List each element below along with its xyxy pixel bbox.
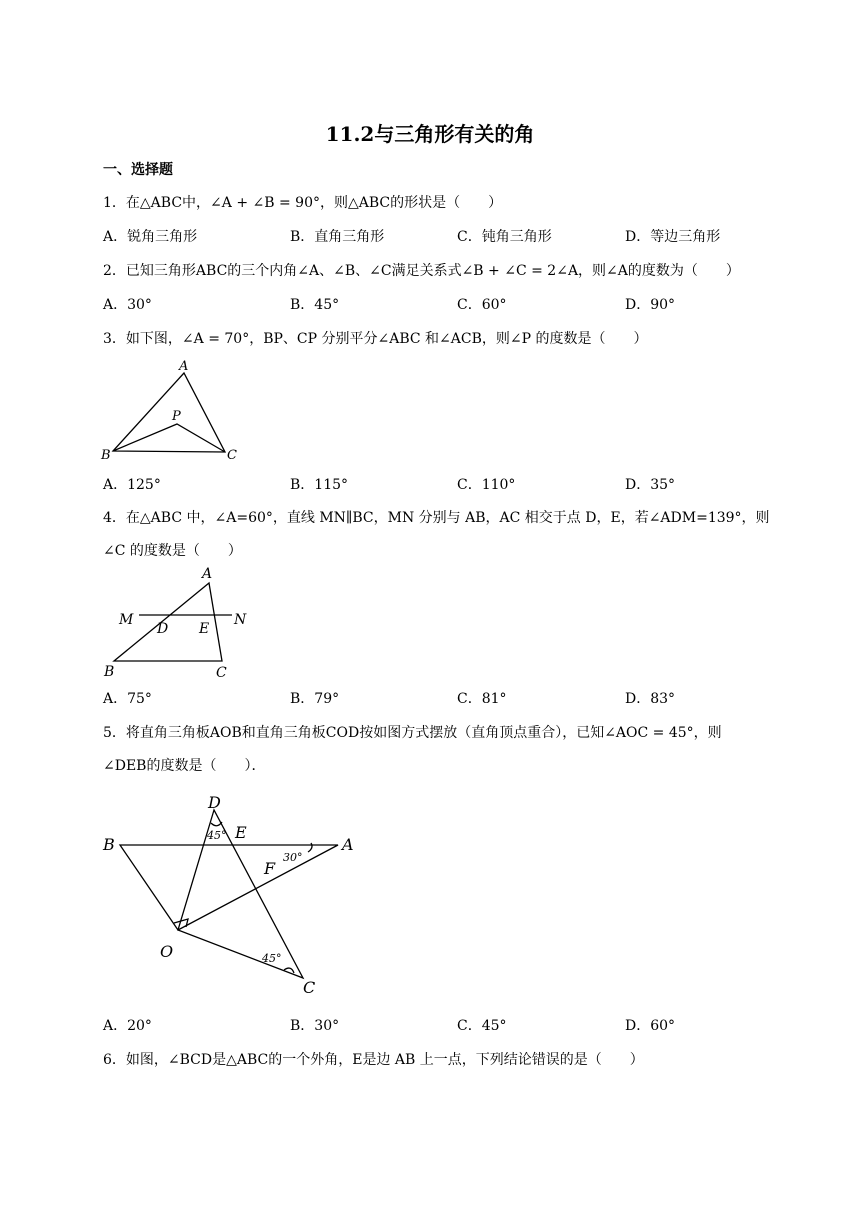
question-3-option-b: B．115°: [290, 477, 349, 493]
q5-label-f: F: [264, 859, 276, 878]
question-2-option-c: C．60°: [457, 297, 507, 313]
q4-label-n: N: [234, 612, 247, 628]
question-4-option-b: B．79°: [290, 691, 340, 707]
question-4-option-d: D．83°: [625, 691, 676, 707]
page-title: 11.2与三角形有关的角: [325, 122, 535, 146]
q3-label-b: B: [101, 448, 111, 463]
question-4-stem-line2: ∠C 的度数是（ ）: [103, 543, 242, 559]
q4-label-c: C: [216, 665, 227, 681]
question-1-option-c: C．钝角三角形: [457, 229, 552, 245]
q5-angle-c: 45°: [262, 952, 282, 965]
question-4-stem-line1: 4．在△ABC 中，∠A=60°，直线 MN∥BC，MN 分别与 AB，AC 相交于点 D，E，若∠ADM=139°，则: [103, 510, 770, 526]
q5-label-d: D: [208, 793, 221, 812]
q5-angle-d: 45°: [207, 829, 227, 842]
q4-label-b: B: [104, 664, 115, 680]
q5-angle-a: 30°: [283, 851, 303, 864]
q5-label-a: A: [342, 835, 354, 854]
q4-label-d: D: [157, 621, 169, 637]
question-1-stem: 1．在△ABC中，∠A + ∠B = 90°，则△ABC的形状是（ ）: [103, 195, 503, 211]
question-2-stem: 2．已知三角形ABC的三个内角∠A、∠B、∠C满足关系式∠B + ∠C = 2∠A，则∠A的度数为（ ）: [103, 263, 740, 279]
q5-label-e: E: [235, 823, 247, 842]
question-5-option-c: C．45°: [457, 1018, 507, 1034]
q3-label-c: C: [227, 448, 237, 463]
question-1-option-a: A．锐角三角形: [103, 229, 198, 245]
question-4-option-c: C．81°: [457, 691, 507, 707]
question-3-option-d: D．35°: [625, 477, 676, 493]
question-3-stem: 3．如下图，∠A = 70°，BP、CP 分别平分∠ABC 和∠ACB，则∠P 的度数是（ ）: [103, 331, 648, 347]
q3-label-p: P: [172, 409, 181, 424]
q5-label-b: B: [103, 835, 115, 854]
question-2-option-d: D．90°: [625, 297, 676, 313]
q5-label-o: O: [160, 942, 174, 961]
question-1-option-b: B．直角三角形: [290, 229, 385, 245]
question-5-option-d: D．60°: [625, 1018, 676, 1034]
question-5-stem-line1: 5．将直角三角板AOB和直角三角板COD按如图方式摆放（直角顶点重合），已知∠AOC = 45°，则: [103, 725, 722, 741]
question-3-option-c: C．110°: [457, 477, 516, 493]
q4-label-e: E: [199, 621, 210, 637]
question-5-option-b: B．30°: [290, 1018, 340, 1034]
question-1-option-d: D．等边三角形: [625, 229, 721, 245]
question-6-stem: 6．如图，∠BCD是△ABC的一个外角，E是边 AB 上一点，下列结论错误的是（ ）: [103, 1052, 644, 1068]
question-5-stem-line2: ∠DEB的度数是（ ）．: [103, 758, 266, 774]
question-5-option-a: A．20°: [103, 1018, 152, 1034]
q4-label-m: M: [119, 612, 134, 628]
question-2-option-a: A．30°: [103, 297, 152, 313]
q5-label-c: C: [303, 978, 316, 997]
section-heading: 一、选择题: [103, 162, 173, 178]
question-3-option-a: A．125°: [103, 477, 161, 493]
question-4-option-a: A．75°: [103, 691, 152, 707]
q3-label-a: A: [179, 359, 189, 374]
q4-label-a: A: [202, 566, 213, 582]
question-2-option-b: B．45°: [290, 297, 340, 313]
